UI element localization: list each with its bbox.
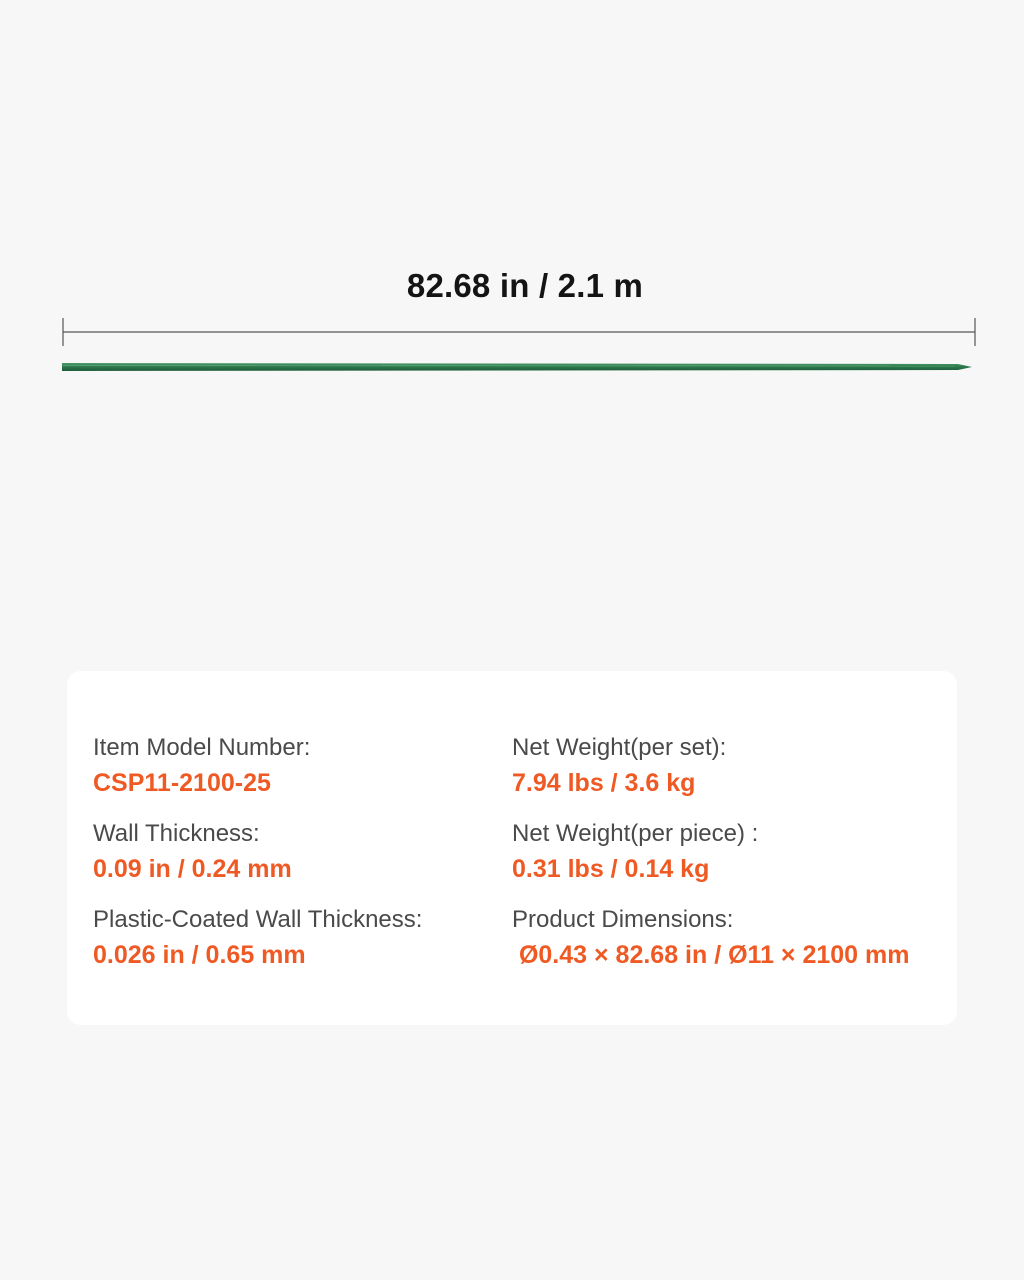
spec-model-number [93,733,513,798]
spec-value: 0.09 in / 0.24 mm [93,855,292,883]
spec-label: Plastic-Coated Wall Thickness: [93,906,423,933]
spec-net-weight-piece [512,819,932,884]
spec-coated-wall-thickness [93,905,513,970]
spec-label: Net Weight(per piece) : [512,820,759,847]
spec-product-dimensions [512,905,932,970]
spec-label: Item Model Number: [93,734,311,761]
spec-net-weight-set [512,733,932,798]
spec-label: Net Weight(per set): [512,734,727,761]
garden-stake-image [0,355,1024,379]
spec-label: Wall Thickness: [93,820,260,847]
spec-value: Ø0.43 × 82.68 in / Ø11 × 2100 mm [512,941,910,969]
spec-value: CSP11-2100-25 [93,769,271,797]
spec-value: 0.026 in / 0.65 mm [93,941,306,969]
length-dimension-line [0,312,1024,352]
spec-wall-thickness [93,819,513,884]
spec-value: 7.94 lbs / 3.6 kg [512,769,696,797]
spec-label: Product Dimensions: [512,906,734,933]
spec-value: 0.31 lbs / 0.14 kg [512,855,710,883]
length-dimension-label: 82.68 in / 2.1 m [406,267,644,304]
specifications-card [67,671,957,1025]
